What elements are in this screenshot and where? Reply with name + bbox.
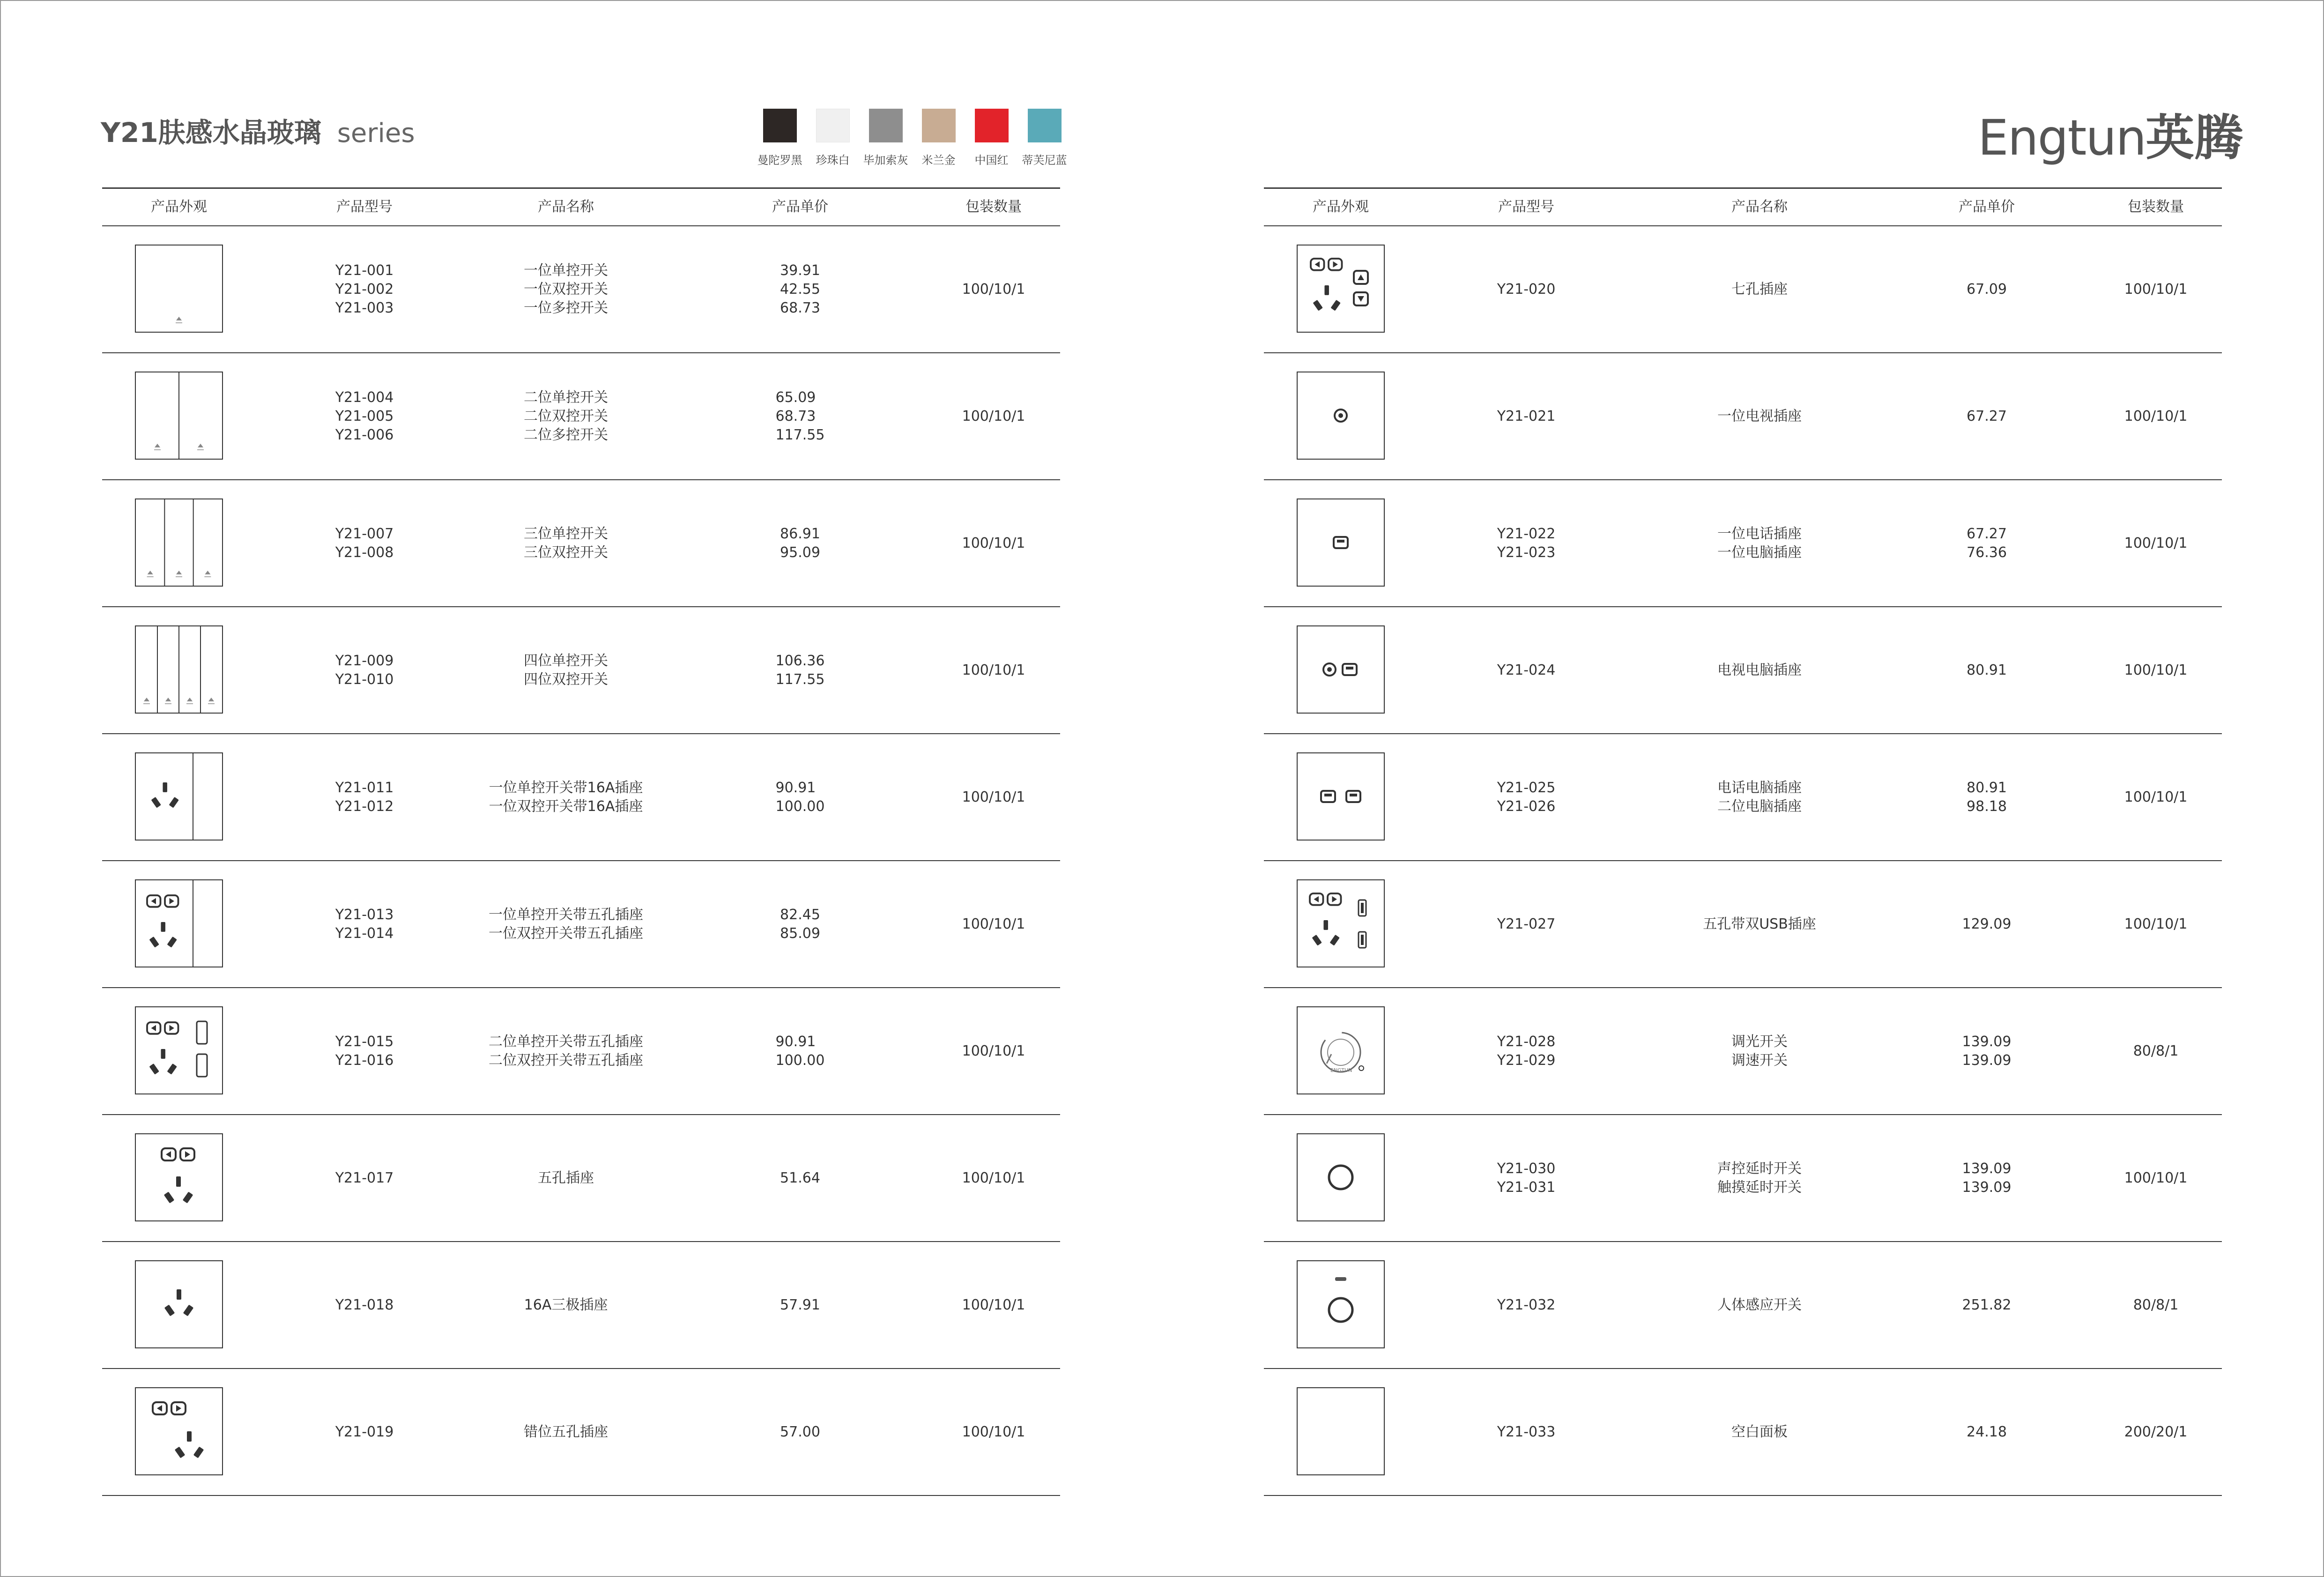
pack-quantity: 100/10/1 bbox=[2124, 1169, 2188, 1186]
product-name: 二位单控开关带五孔插座 bbox=[489, 1033, 643, 1050]
table-row bbox=[102, 1115, 1060, 1242]
unit-price-cell bbox=[776, 734, 825, 860]
table-row bbox=[1264, 480, 2222, 607]
unit-price: 68.73 bbox=[780, 299, 820, 316]
panel-drawing bbox=[1298, 372, 1384, 459]
model-number: Y21-019 bbox=[335, 1423, 394, 1440]
model-number: Y21-021 bbox=[1497, 408, 1556, 424]
unit-price: 100.00 bbox=[775, 798, 825, 815]
unit-price-cell bbox=[1962, 1242, 2012, 1368]
unit-price: 100.00 bbox=[775, 1052, 825, 1069]
unit-price: 57.91 bbox=[780, 1296, 820, 1313]
product-name-cell bbox=[524, 353, 608, 479]
product-name: 五孔插座 bbox=[538, 1169, 594, 1186]
unit-price: 251.82 bbox=[1962, 1296, 2012, 1313]
table-header bbox=[1264, 187, 2222, 226]
panel-drawing bbox=[136, 372, 222, 459]
unit-price: 139.09 bbox=[1962, 1052, 2012, 1069]
product-panel-image bbox=[135, 498, 223, 587]
model-number: Y21-003 bbox=[335, 299, 394, 316]
pack-quantity: 100/10/1 bbox=[962, 1169, 1025, 1186]
panel-drawing bbox=[136, 1007, 222, 1093]
column-header: 产品名称 bbox=[538, 199, 594, 215]
table-row bbox=[102, 607, 1060, 734]
product-panel-image bbox=[1297, 879, 1385, 967]
model-number: Y21-008 bbox=[335, 544, 394, 561]
unit-price-cell bbox=[776, 607, 825, 733]
product-table-left bbox=[102, 187, 1060, 1496]
product-name-cell bbox=[1717, 1115, 1802, 1241]
product-panel-image bbox=[135, 752, 223, 841]
color-swatch bbox=[806, 109, 859, 167]
product-panel-image bbox=[135, 245, 223, 333]
panel-drawing bbox=[1298, 1261, 1384, 1347]
unit-price-cell bbox=[780, 226, 820, 352]
product-name: 一位多控开关 bbox=[524, 299, 608, 316]
model-number-cell bbox=[1497, 480, 1556, 606]
product-panel-image bbox=[1297, 1260, 1385, 1348]
color-name: 毕加索灰 bbox=[863, 154, 908, 167]
product-panel-image bbox=[135, 879, 223, 967]
table-row bbox=[1264, 226, 2222, 353]
product-name: 一位单控开关 bbox=[524, 262, 608, 279]
panel-drawing bbox=[136, 1388, 222, 1474]
table-row bbox=[102, 226, 1060, 353]
model-number: Y21-002 bbox=[335, 281, 394, 298]
unit-price-cell bbox=[776, 988, 825, 1114]
product-name: 人体感应开关 bbox=[1717, 1296, 1802, 1313]
unit-price: 68.73 bbox=[775, 408, 816, 424]
model-number: Y21-032 bbox=[1497, 1296, 1556, 1313]
table-row bbox=[102, 480, 1060, 607]
product-name: 二位双控开关带五孔插座 bbox=[489, 1052, 643, 1069]
unit-price: 98.18 bbox=[1967, 798, 2007, 815]
unit-price: 139.09 bbox=[1962, 1160, 2012, 1177]
model-number: Y21-026 bbox=[1497, 798, 1556, 815]
model-number-cell bbox=[335, 226, 394, 352]
product-name-cell bbox=[524, 1369, 608, 1495]
product-name-cell bbox=[1703, 861, 1816, 987]
table-row bbox=[102, 1369, 1060, 1496]
product-name-cell bbox=[489, 734, 643, 860]
unit-price-cell bbox=[776, 353, 825, 479]
panel-drawing bbox=[1298, 1388, 1384, 1474]
table-row bbox=[1264, 607, 2222, 734]
series-title bbox=[101, 111, 415, 150]
product-panel-image bbox=[1297, 245, 1385, 333]
unit-price: 51.64 bbox=[780, 1169, 820, 1186]
model-number: Y21-025 bbox=[1497, 779, 1556, 796]
model-number: Y21-007 bbox=[335, 525, 394, 542]
model-number: Y21-014 bbox=[335, 925, 394, 942]
product-name: 声控延时开关 bbox=[1717, 1160, 1802, 1177]
color-swatches bbox=[753, 109, 1071, 167]
unit-price: 117.55 bbox=[775, 426, 825, 443]
product-name-cell bbox=[524, 226, 608, 352]
pack-quantity: 100/10/1 bbox=[2124, 915, 2188, 932]
unit-price-cell bbox=[1967, 1369, 2007, 1495]
model-number: Y21-018 bbox=[335, 1296, 394, 1313]
product-name: 电视电脑插座 bbox=[1717, 662, 1802, 678]
model-number: Y21-017 bbox=[335, 1169, 394, 1186]
panel-drawing bbox=[136, 245, 222, 332]
color-name: 曼陀罗黑 bbox=[757, 154, 802, 167]
panel-drawing bbox=[136, 1261, 222, 1347]
brand-logo bbox=[1978, 98, 2243, 169]
product-table-right bbox=[1264, 187, 2222, 1496]
panel-drawing bbox=[1298, 499, 1384, 586]
product-name-cell bbox=[1717, 353, 1802, 479]
model-number-cell bbox=[335, 1369, 394, 1495]
color-chip bbox=[763, 109, 797, 142]
product-name-cell bbox=[1717, 480, 1802, 606]
panel-drawing bbox=[136, 626, 222, 713]
panel-drawing bbox=[1298, 753, 1384, 840]
unit-price: 90.91 bbox=[775, 779, 816, 796]
product-name-cell bbox=[538, 1115, 594, 1241]
product-name: 错位五孔插座 bbox=[524, 1423, 608, 1440]
pack-quantity: 200/20/1 bbox=[2124, 1423, 2188, 1440]
column-header: 包装数量 bbox=[965, 199, 1022, 215]
table-row bbox=[1264, 988, 2222, 1115]
pack-quantity: 100/10/1 bbox=[2124, 662, 2188, 678]
product-panel-image bbox=[135, 1260, 223, 1348]
unit-price-cell bbox=[1962, 861, 2012, 987]
column-header: 产品型号 bbox=[336, 199, 393, 215]
product-name-cell bbox=[524, 607, 608, 733]
product-name: 一位电话插座 bbox=[1717, 525, 1802, 542]
pack-quantity: 100/10/1 bbox=[962, 788, 1025, 805]
product-name: 一位电脑插座 bbox=[1717, 544, 1802, 561]
series-subtitle: series bbox=[337, 118, 415, 149]
model-number: Y21-005 bbox=[335, 408, 394, 424]
product-name: 一位双控开关 bbox=[524, 281, 608, 298]
unit-price: 24.18 bbox=[1967, 1423, 2007, 1440]
color-name: 珍珠白 bbox=[816, 154, 850, 167]
model-number: Y21-020 bbox=[1497, 281, 1556, 298]
column-header: 产品型号 bbox=[1498, 199, 1554, 215]
panel-drawing bbox=[1298, 1134, 1384, 1220]
product-panel-image bbox=[135, 1133, 223, 1221]
table-row bbox=[1264, 353, 2222, 480]
table-row bbox=[1264, 1115, 2222, 1242]
pack-quantity: 100/10/1 bbox=[2124, 408, 2188, 424]
model-number: Y21-030 bbox=[1497, 1160, 1556, 1177]
table-row bbox=[1264, 861, 2222, 988]
unit-price-cell bbox=[780, 861, 820, 987]
panel-drawing bbox=[136, 499, 222, 586]
product-panel-image bbox=[1297, 752, 1385, 841]
model-number: Y21-029 bbox=[1497, 1052, 1556, 1069]
model-number-cell bbox=[1497, 1369, 1556, 1495]
product-name: 五孔带双USB插座 bbox=[1703, 915, 1816, 932]
pack-quantity: 100/10/1 bbox=[2124, 535, 2188, 551]
color-name: 蒂芙尼蓝 bbox=[1022, 154, 1067, 167]
table-row bbox=[1264, 1242, 2222, 1369]
unit-price: 86.91 bbox=[780, 525, 820, 542]
model-number-cell bbox=[335, 734, 394, 860]
unit-price-cell bbox=[1967, 607, 2007, 733]
column-header: 产品外观 bbox=[151, 199, 207, 215]
product-name-cell bbox=[1731, 226, 1788, 352]
model-number-cell bbox=[1497, 988, 1556, 1114]
unit-price-cell bbox=[1967, 353, 2007, 479]
model-number-cell bbox=[335, 1242, 394, 1368]
product-name: 二位电脑插座 bbox=[1717, 798, 1802, 815]
product-name: 七孔插座 bbox=[1731, 281, 1788, 298]
model-number-cell bbox=[335, 353, 394, 479]
color-chip bbox=[1028, 109, 1062, 142]
panel-drawing bbox=[1298, 1007, 1384, 1093]
model-number-cell bbox=[335, 607, 394, 733]
unit-price-cell bbox=[1967, 226, 2007, 352]
unit-price: 42.55 bbox=[780, 281, 820, 298]
product-panel-image bbox=[135, 1387, 223, 1475]
color-chip bbox=[869, 109, 903, 142]
model-number-cell bbox=[1497, 1242, 1556, 1368]
unit-price: 106.36 bbox=[775, 652, 825, 669]
product-name-cell bbox=[489, 988, 643, 1114]
unit-price-cell bbox=[780, 1115, 820, 1241]
table-row bbox=[1264, 734, 2222, 861]
product-panel-image bbox=[1297, 1387, 1385, 1475]
pack-quantity: 100/10/1 bbox=[962, 1296, 1025, 1313]
panel-drawing bbox=[136, 753, 222, 840]
table-row bbox=[102, 1242, 1060, 1369]
svg-text:ENGTUN: ENGTUN bbox=[1330, 1067, 1352, 1073]
brand-chinese: 英腾 bbox=[2146, 109, 2243, 166]
unit-price-cell bbox=[1962, 988, 2012, 1114]
model-number: Y21-013 bbox=[335, 906, 394, 923]
column-header: 产品单价 bbox=[1959, 199, 2015, 215]
unit-price-cell bbox=[780, 1242, 820, 1368]
product-name-cell bbox=[1717, 734, 1802, 860]
model-number: Y21-016 bbox=[335, 1052, 394, 1069]
unit-price: 82.45 bbox=[780, 906, 820, 923]
model-number-cell bbox=[1497, 1115, 1556, 1241]
product-name: 四位双控开关 bbox=[524, 671, 608, 688]
product-name: 一位双控开关带五孔插座 bbox=[489, 925, 643, 942]
color-name: 米兰金 bbox=[921, 154, 956, 167]
product-name: 三位单控开关 bbox=[524, 525, 608, 542]
color-swatch bbox=[753, 109, 806, 167]
model-number: Y21-012 bbox=[335, 798, 394, 815]
unit-price: 117.55 bbox=[775, 671, 825, 688]
product-name: 空白面板 bbox=[1731, 1423, 1788, 1440]
column-header: 包装数量 bbox=[2128, 199, 2184, 215]
product-name: 调光开关 bbox=[1731, 1033, 1788, 1050]
unit-price-cell bbox=[780, 1369, 820, 1495]
product-name-cell bbox=[524, 1242, 608, 1368]
unit-price: 90.91 bbox=[775, 1033, 816, 1050]
model-number-cell bbox=[335, 480, 394, 606]
model-number-cell bbox=[1497, 353, 1556, 479]
product-name: 三位双控开关 bbox=[524, 544, 608, 561]
panel-drawing bbox=[1298, 880, 1384, 967]
color-swatch bbox=[912, 109, 965, 167]
unit-price: 80.91 bbox=[1967, 662, 2007, 678]
panel-drawing bbox=[136, 1134, 222, 1220]
pack-quantity: 80/8/1 bbox=[2133, 1296, 2179, 1313]
pack-quantity: 100/10/1 bbox=[962, 915, 1025, 932]
pack-quantity: 100/10/1 bbox=[962, 1042, 1025, 1059]
product-name: 二位单控开关 bbox=[524, 389, 608, 406]
product-name-cell bbox=[1731, 1369, 1788, 1495]
panel-drawing bbox=[136, 880, 222, 967]
unit-price: 139.09 bbox=[1962, 1033, 2012, 1050]
product-panel-image bbox=[135, 1006, 223, 1094]
model-number-cell bbox=[1497, 861, 1556, 987]
unit-price: 129.09 bbox=[1962, 915, 2012, 932]
unit-price-cell bbox=[1962, 1115, 2012, 1241]
color-chip bbox=[816, 109, 850, 142]
color-swatch bbox=[859, 109, 912, 167]
unit-price: 85.09 bbox=[780, 925, 820, 942]
product-name: 二位多控开关 bbox=[524, 426, 608, 443]
color-name: 中国红 bbox=[974, 154, 1009, 167]
table-row bbox=[102, 353, 1060, 480]
product-name: 16A三极插座 bbox=[524, 1296, 608, 1313]
brand-latin: Engtun bbox=[1978, 109, 2146, 166]
model-number: Y21-009 bbox=[335, 652, 394, 669]
product-name: 触摸延时开关 bbox=[1717, 1179, 1802, 1196]
product-panel-image bbox=[1297, 625, 1385, 714]
model-number: Y21-011 bbox=[335, 779, 394, 796]
model-number-cell bbox=[335, 1115, 394, 1241]
product-name: 一位电视插座 bbox=[1717, 408, 1802, 424]
model-number: Y21-033 bbox=[1497, 1423, 1556, 1440]
unit-price: 80.91 bbox=[1967, 779, 2007, 796]
model-number: Y21-015 bbox=[335, 1033, 394, 1050]
unit-price-cell bbox=[780, 480, 820, 606]
unit-price-cell bbox=[1967, 734, 2007, 860]
unit-price: 39.91 bbox=[780, 262, 820, 279]
unit-price: 65.09 bbox=[775, 389, 816, 406]
product-panel-image bbox=[1297, 1006, 1385, 1094]
model-number: Y21-001 bbox=[335, 262, 394, 279]
model-number: Y21-031 bbox=[1497, 1179, 1556, 1196]
model-number: Y21-024 bbox=[1497, 662, 1556, 678]
unit-price: 67.27 bbox=[1967, 525, 2007, 542]
table-row bbox=[1264, 1369, 2222, 1496]
pack-quantity: 100/10/1 bbox=[2124, 281, 2188, 298]
pack-quantity: 100/10/1 bbox=[962, 408, 1025, 424]
model-number: Y21-010 bbox=[335, 671, 394, 688]
product-name: 四位单控开关 bbox=[524, 652, 608, 669]
unit-price: 76.36 bbox=[1967, 544, 2007, 561]
product-name: 一位单控开关带16A插座 bbox=[489, 779, 643, 796]
pack-quantity: 100/10/1 bbox=[962, 1423, 1025, 1440]
unit-price: 67.27 bbox=[1967, 408, 2007, 424]
product-panel-image bbox=[1297, 498, 1385, 587]
product-name: 一位单控开关带五孔插座 bbox=[489, 906, 643, 923]
product-name-cell bbox=[1717, 607, 1802, 733]
model-number-cell bbox=[1497, 607, 1556, 733]
model-number: Y21-027 bbox=[1497, 915, 1556, 932]
table-row bbox=[102, 734, 1060, 861]
pack-quantity: 100/10/1 bbox=[962, 662, 1025, 678]
model-number: Y21-023 bbox=[1497, 544, 1556, 561]
product-panel-image bbox=[135, 625, 223, 714]
product-name-cell bbox=[489, 861, 643, 987]
column-header: 产品外观 bbox=[1313, 199, 1369, 215]
unit-price: 95.09 bbox=[780, 544, 820, 561]
color-chip bbox=[975, 109, 1009, 142]
model-number-cell bbox=[1497, 734, 1556, 860]
model-number: Y21-004 bbox=[335, 389, 394, 406]
table-row bbox=[102, 988, 1060, 1115]
product-name: 二位双控开关 bbox=[524, 408, 608, 424]
unit-price: 67.09 bbox=[1967, 281, 2007, 298]
model-number: Y21-028 bbox=[1497, 1033, 1556, 1050]
product-name: 调速开关 bbox=[1731, 1052, 1788, 1069]
model-number-cell bbox=[335, 861, 394, 987]
product-name-cell bbox=[1731, 988, 1788, 1114]
product-name-cell bbox=[524, 480, 608, 606]
model-number: Y21-022 bbox=[1497, 525, 1556, 542]
product-panel-image bbox=[135, 372, 223, 460]
product-name: 一位双控开关带16A插座 bbox=[489, 798, 643, 815]
product-panel-image bbox=[1297, 1133, 1385, 1221]
pack-quantity: 100/10/1 bbox=[962, 281, 1025, 298]
series-name: Y21肤感水晶玻璃 bbox=[101, 117, 321, 149]
color-swatch bbox=[965, 109, 1018, 167]
panel-drawing bbox=[1298, 245, 1384, 332]
pack-quantity: 100/10/1 bbox=[962, 535, 1025, 551]
table-row bbox=[102, 861, 1060, 988]
product-name: 电话电脑插座 bbox=[1717, 779, 1802, 796]
color-swatch bbox=[1018, 109, 1071, 167]
table-header bbox=[102, 187, 1060, 226]
unit-price-cell bbox=[1967, 480, 2007, 606]
model-number-cell bbox=[335, 988, 394, 1114]
product-name-cell bbox=[1717, 1242, 1802, 1368]
unit-price: 57.00 bbox=[780, 1423, 820, 1440]
unit-price: 139.09 bbox=[1962, 1179, 2012, 1196]
pack-quantity: 100/10/1 bbox=[2124, 788, 2188, 805]
column-header: 产品名称 bbox=[1731, 199, 1788, 215]
product-panel-image bbox=[1297, 372, 1385, 460]
pack-quantity: 80/8/1 bbox=[2133, 1042, 2179, 1059]
panel-drawing bbox=[1298, 626, 1384, 713]
model-number-cell bbox=[1497, 226, 1556, 352]
color-chip bbox=[922, 109, 956, 142]
column-header: 产品单价 bbox=[772, 199, 828, 215]
model-number: Y21-006 bbox=[335, 426, 394, 443]
